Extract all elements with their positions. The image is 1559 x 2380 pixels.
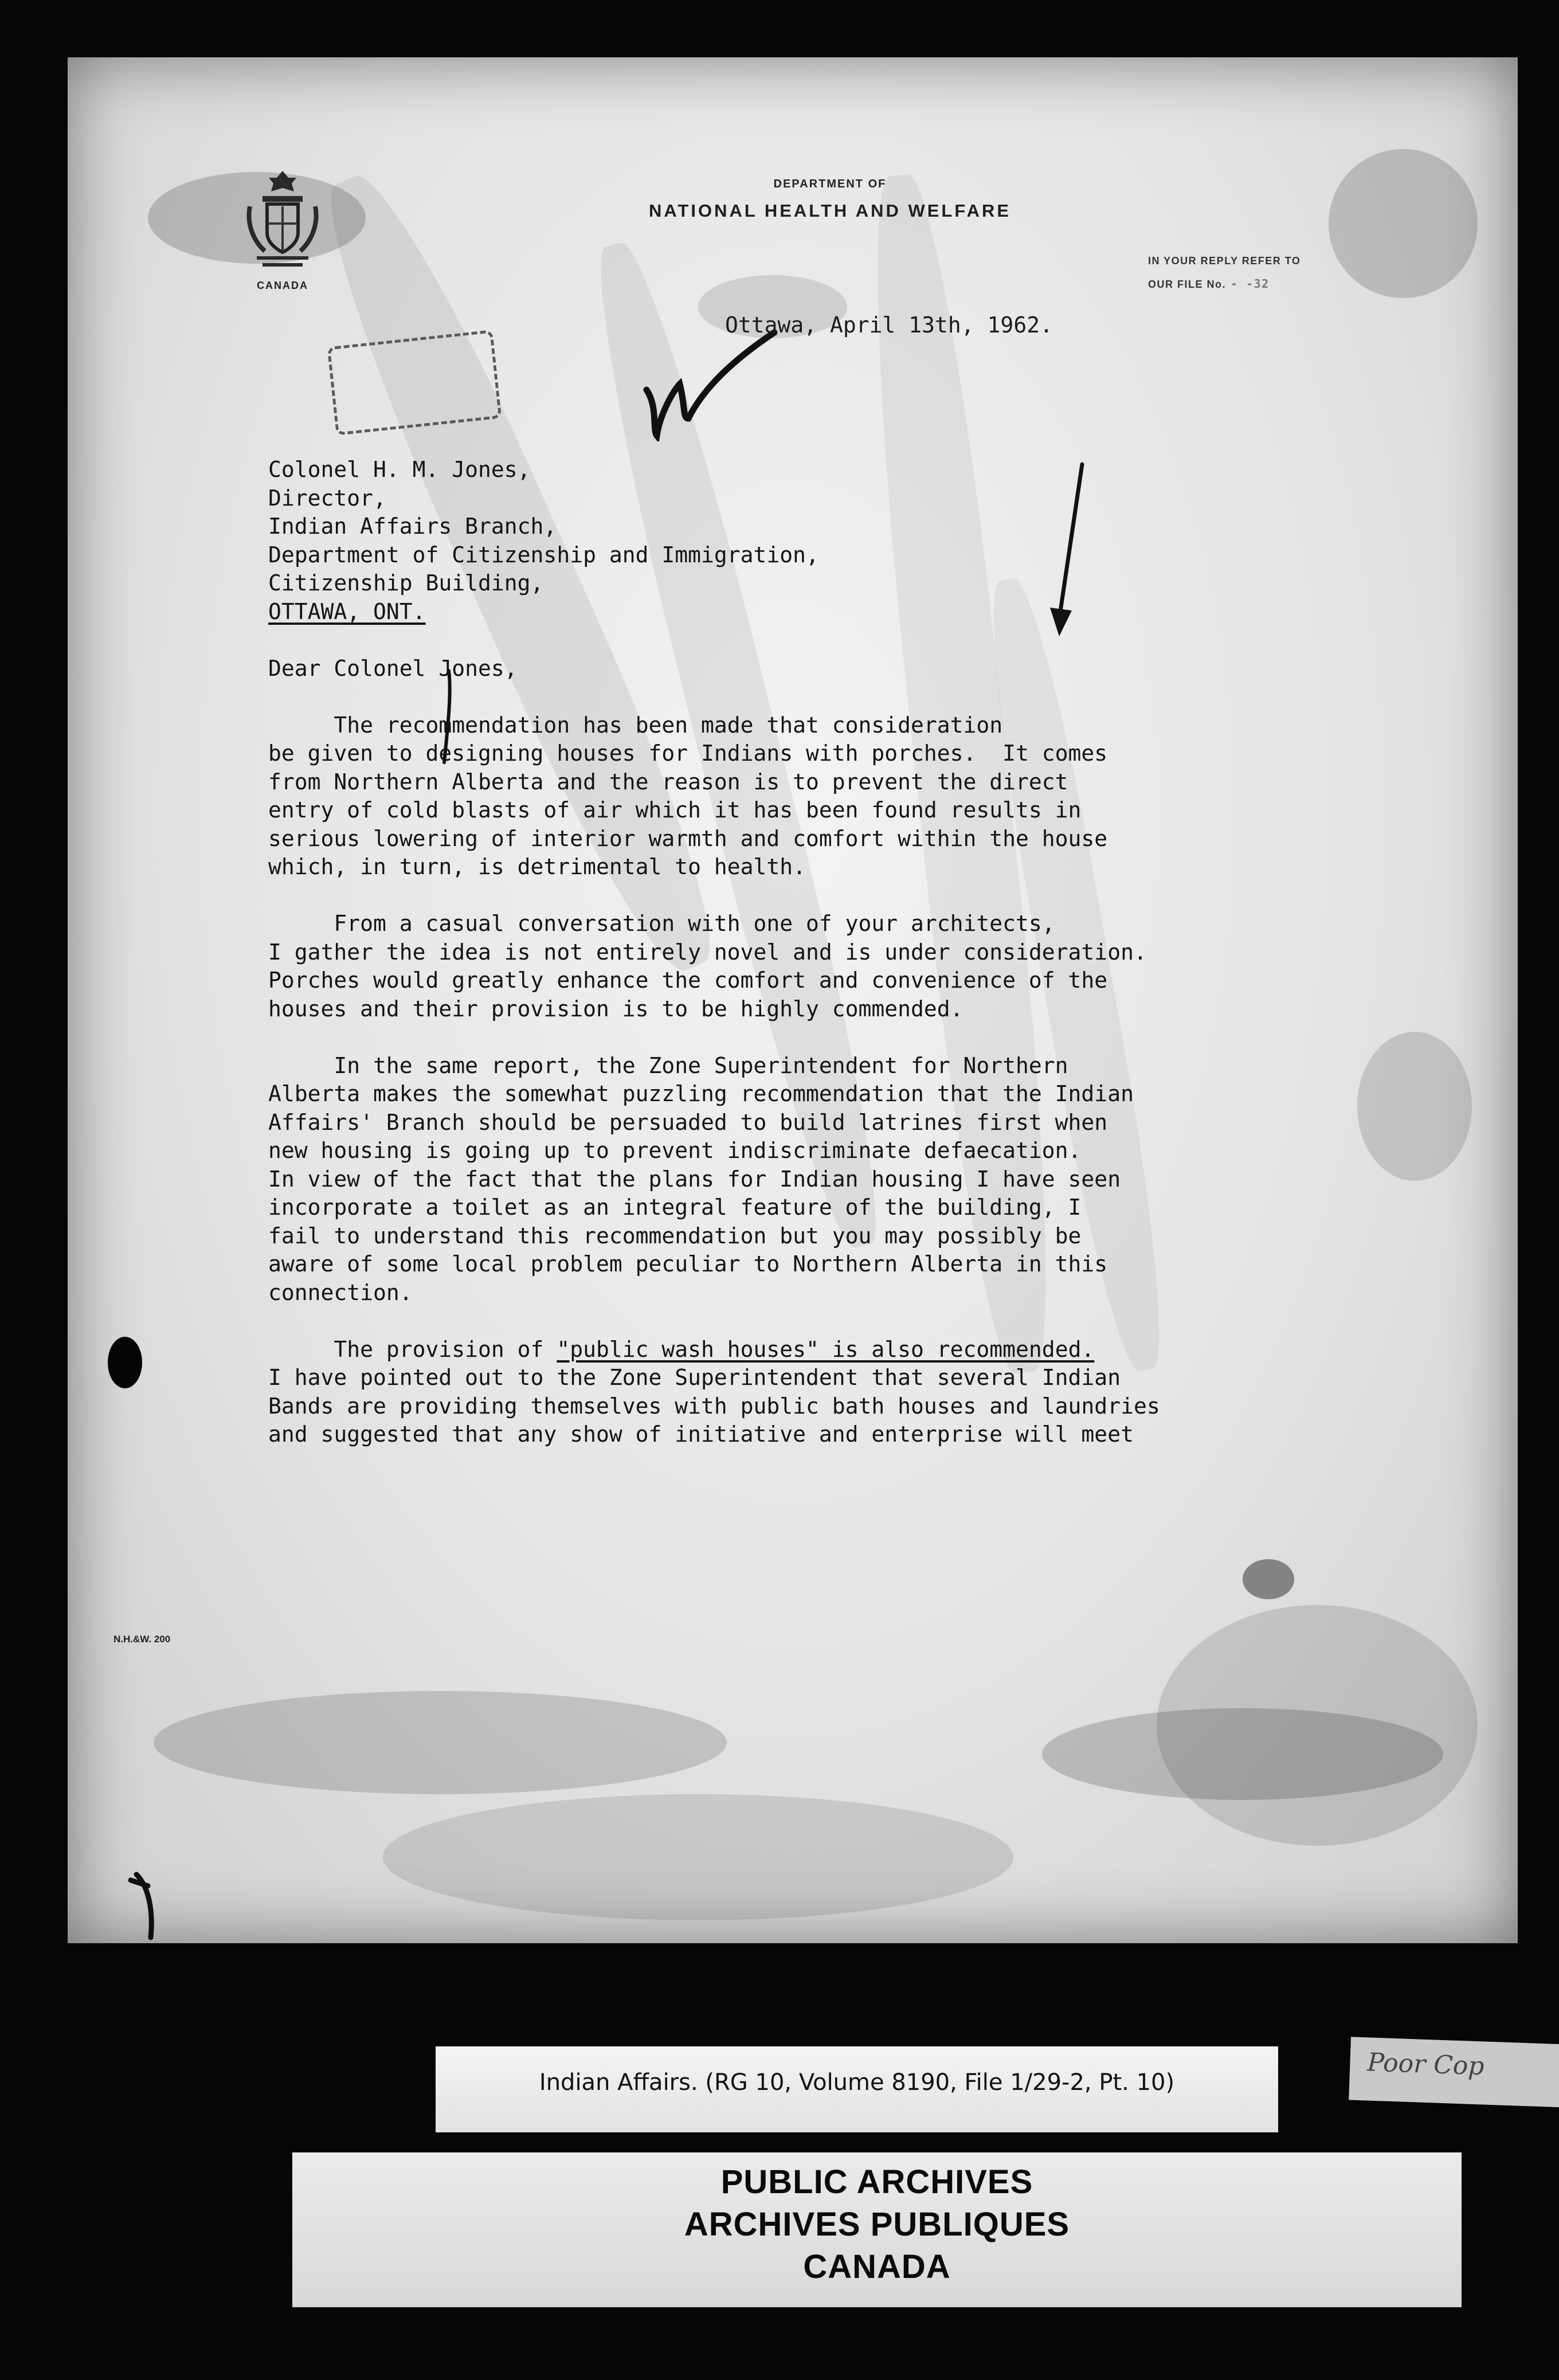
- faded-stamp: [327, 330, 502, 435]
- form-number: N.H.&W. 200: [113, 1634, 171, 1645]
- pencil-note-text: Poor Cop: [1366, 2048, 1485, 2081]
- paragraph-wash-houses: [268, 1336, 1386, 1449]
- address-line: Indian Affairs Branch,: [268, 514, 557, 539]
- punch-hole: [108, 1337, 142, 1388]
- letter-body: [268, 456, 1386, 1449]
- archive-stamp-line: PUBLIC ARCHIVES: [720, 2163, 1033, 2201]
- body-line: houses and their provision is to be highly commended.: [268, 996, 963, 1021]
- body-line: In view of the fact that the plans for Indian housing I have seen: [268, 1166, 1121, 1192]
- body-line: I gather the idea is not entirely novel and is under consideration.: [268, 939, 1147, 965]
- paragraph-architects: [268, 910, 1386, 1023]
- body-line: which, in turn, is detrimental to health.: [268, 854, 806, 879]
- body-line: serious lowering of interior warmth and comfort within the house: [268, 825, 1108, 851]
- body-line: connection.: [268, 1279, 413, 1305]
- reply-refer-label: IN YOUR REPLY REFER TO: [1148, 255, 1301, 267]
- crest-caption: CANADA: [257, 280, 308, 291]
- body-text: The provision of: [268, 1336, 557, 1362]
- department-label: DEPARTMENT OF: [773, 178, 887, 190]
- handwritten-corner-mark-icon: [125, 1863, 171, 1943]
- body-line: new housing is going up to prevent indiscriminate defaecation.: [268, 1138, 1082, 1163]
- body-line: and suggested that any show of initiative and enterprise will meet: [268, 1422, 1134, 1447]
- body-line: fail to understand this recommendation but you may possibly be: [268, 1223, 1082, 1248]
- body-line: Bands are providing themselves with public bath houses and laundries: [268, 1393, 1160, 1419]
- body-line: Porches would greatly enhance the comfort and convenience of the: [268, 968, 1108, 993]
- archive-stamp-line: CANADA: [803, 2248, 951, 2285]
- recipient-address: [268, 456, 1386, 626]
- canada-coat-of-arms-icon: [240, 166, 326, 269]
- reply-reference-block: [1148, 249, 1366, 296]
- address-line: Department of Citizenship and Immigration,: [268, 542, 819, 567]
- body-line: Alberta makes the somewhat puzzling recommendation that the Indian: [268, 1081, 1134, 1106]
- department-name: NATIONAL HEALTH AND WELFARE: [648, 201, 1012, 221]
- body-line: [268, 1336, 1386, 1364]
- paragraph-porches: [268, 711, 1386, 882]
- body-line: I have pointed out to the Zone Superintendent that several Indian: [268, 1365, 1121, 1390]
- body-line: From a casual conversation with one of your architects,: [268, 911, 1055, 936]
- underlined-text: "public wash houses" is also recommended.: [557, 1336, 1095, 1362]
- file-number-value: - -32: [1231, 277, 1270, 291]
- body-line: entry of cold blasts of air which it has been found results in: [268, 797, 1082, 823]
- address-line: Colonel H. M. Jones,: [268, 457, 531, 482]
- file-number-label: OUR FILE No.: [1148, 279, 1226, 290]
- archive-reference-label: [436, 2046, 1278, 2132]
- body-line: aware of some local problem peculiar to Northern Alberta in this: [268, 1251, 1108, 1277]
- body-line: The recommendation has been made that consideration: [268, 712, 1003, 738]
- body-line: from Northern Alberta and the reason is to prevent the direct: [268, 769, 1068, 794]
- paragraph-latrines: [268, 1052, 1386, 1308]
- file-number-row: [1148, 272, 1366, 296]
- letter-date: Ottawa, April 13th, 1962.: [725, 312, 1053, 338]
- address-line: Citizenship Building,: [268, 570, 544, 596]
- archive-reference-text: Indian Affairs. (RG 10, Volume 8190, File 1/29-2, Pt. 10): [539, 2069, 1175, 2096]
- address-line: OTTAWA, ONT.: [268, 598, 426, 624]
- public-archives-stamp: [292, 2152, 1462, 2307]
- body-line: incorporate a toilet as an integral feature of the building, I: [268, 1195, 1082, 1220]
- address-line: Director,: [268, 485, 386, 511]
- body-line: Affairs' Branch should be persuaded to build latrines first when: [268, 1109, 1108, 1135]
- salutation: Dear Colonel Jones,: [268, 655, 518, 681]
- pencil-note: [1349, 2037, 1559, 2107]
- body-line: In the same report, the Zone Superintendent for Northern: [268, 1052, 1068, 1078]
- archive-stamp-line: ARCHIVES PUBLIQUES: [684, 2206, 1070, 2243]
- body-line: be given to designing houses for Indians with porches. It comes: [268, 741, 1108, 766]
